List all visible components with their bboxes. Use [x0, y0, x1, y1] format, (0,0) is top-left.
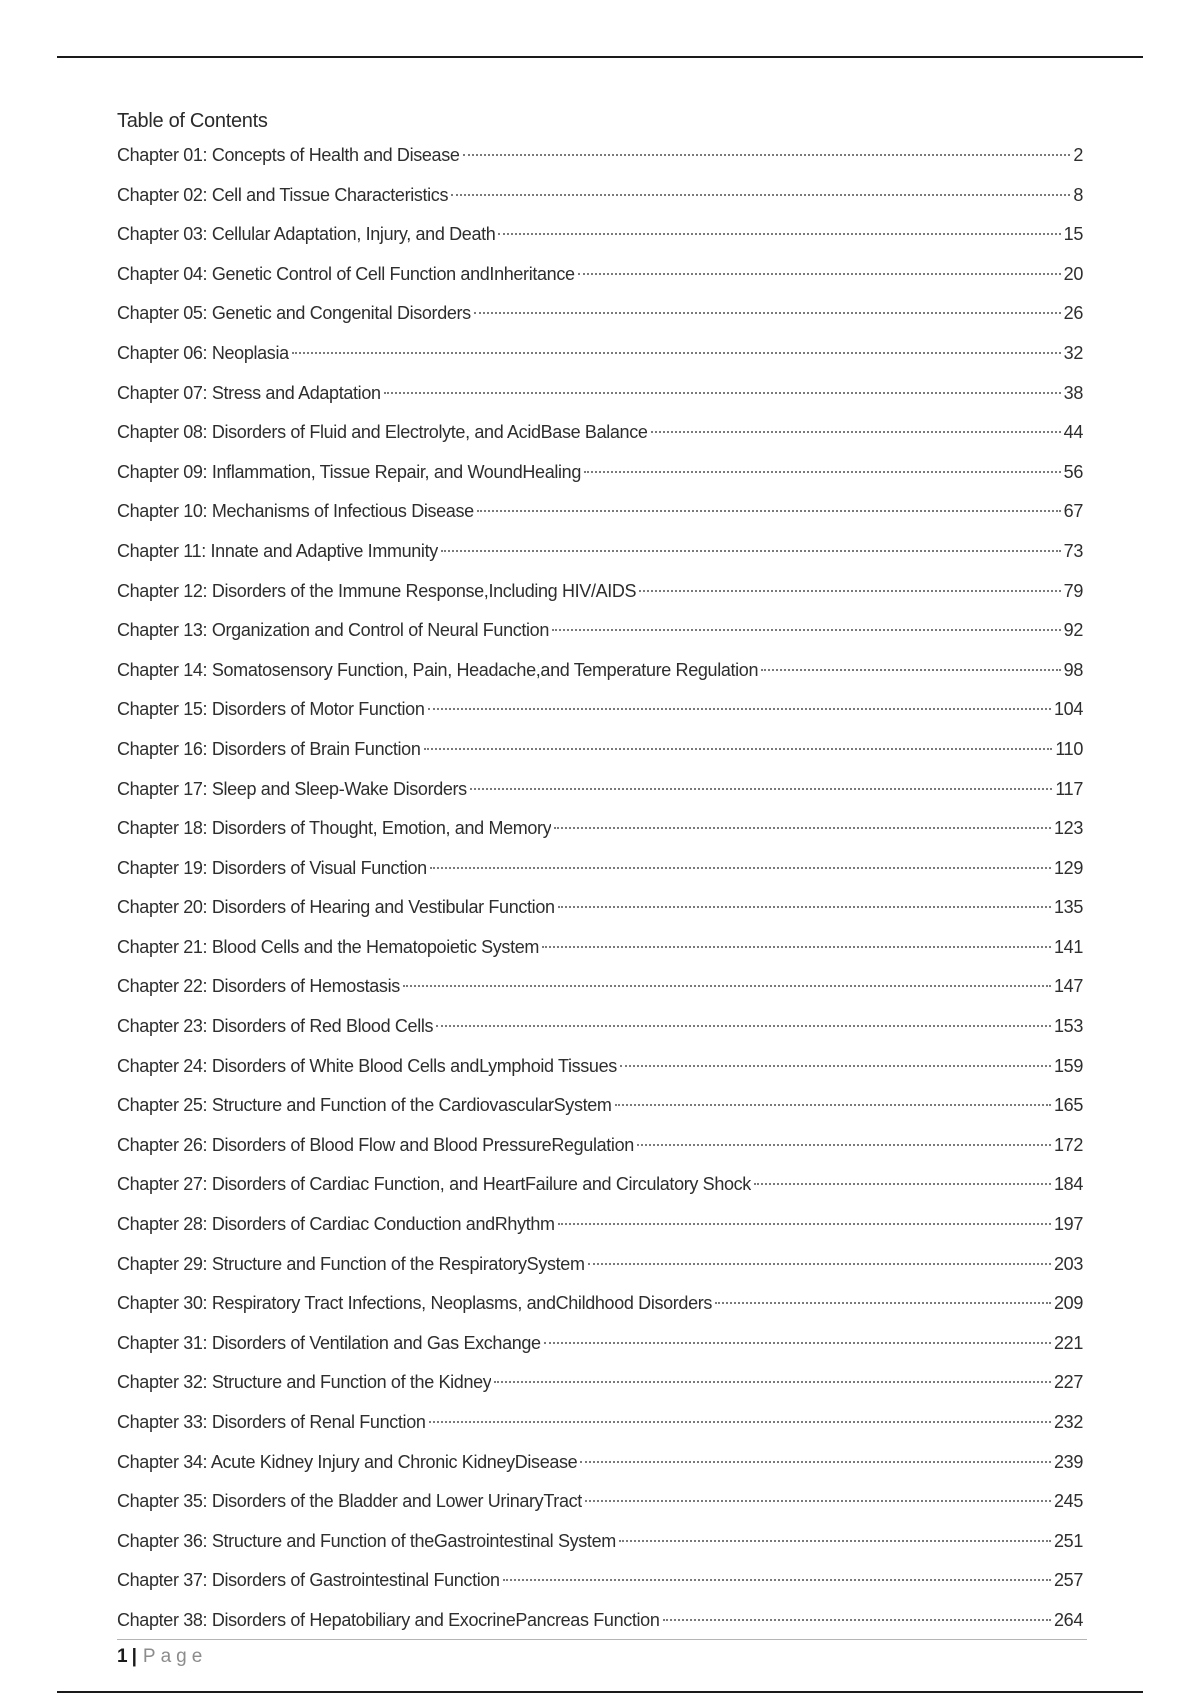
toc-entry[interactable]: [117, 1482, 1083, 1522]
toc-entry-page: 245: [1054, 1491, 1083, 1512]
toc-entry-page: 239: [1054, 1451, 1083, 1472]
toc-entry[interactable]: [117, 1363, 1083, 1403]
toc-entry-page: 38: [1063, 382, 1083, 403]
toc-entry-page: 20: [1063, 263, 1083, 284]
toc-entry[interactable]: [117, 770, 1083, 810]
toc-entry[interactable]: [117, 1245, 1083, 1285]
dot-leader: [651, 431, 1061, 433]
toc-entry-page: 153: [1054, 1016, 1083, 1037]
toc-entry[interactable]: [117, 176, 1083, 216]
toc-entry-title: Chapter 06: Neoplasia: [117, 342, 289, 363]
toc-entry-page: 67: [1063, 501, 1083, 522]
toc-entry-title: Chapter 01: Concepts of Health and Disease: [117, 145, 460, 165]
toc-entry-page: 251: [1054, 1530, 1083, 1551]
toc-entry-title: Chapter 13: Organization and Control of Neural Function: [117, 620, 550, 641]
dot-leader: [619, 1540, 1051, 1542]
footer-rule: [117, 1639, 1087, 1640]
toc-entry[interactable]: [117, 136, 1083, 176]
toc-entry[interactable]: [117, 1086, 1083, 1126]
toc-entry-title: Chapter 28: Disorders of Cardiac Conduction andRhythm: [117, 1214, 555, 1235]
dot-leader: [498, 233, 1060, 235]
toc-entry-title: Chapter 23: Disorders of Red Blood Cells: [117, 1016, 434, 1037]
toc-entry[interactable]: [117, 215, 1083, 255]
dot-leader: [637, 1144, 1051, 1146]
toc-entry-title: Chapter 36: Structure and Function of theGastrointestinal System: [117, 1530, 616, 1551]
toc-entry-title: Chapter 33: Disorders of Renal Function: [117, 1412, 426, 1432]
toc-entry-page: 221: [1054, 1332, 1083, 1353]
toc-entry-title: Chapter 31: Disorders of Ventilation and Gas Exchange: [117, 1332, 541, 1353]
toc-entry[interactable]: [117, 532, 1083, 572]
toc-entry-page: 32: [1063, 342, 1083, 363]
dot-leader: [424, 748, 1053, 750]
toc-entry[interactable]: [117, 690, 1083, 730]
dot-leader: [503, 1579, 1051, 1581]
dot-leader: [384, 392, 1061, 394]
toc-entry-page: 79: [1063, 580, 1083, 601]
toc-entry[interactable]: [117, 1047, 1083, 1087]
toc-entry-title: Chapter 15: Disorders of Motor Function: [117, 699, 425, 720]
dot-leader: [615, 1104, 1051, 1106]
footer-separator: |: [131, 1646, 137, 1667]
toc-entry-page: 123: [1054, 818, 1083, 839]
toc-entry-title: Chapter 26: Disorders of Blood Flow and Blood PressureRegulation: [117, 1134, 634, 1155]
toc-entry-title: Chapter 27: Disorders of Cardiac Function, and HeartFailure and Circulatory Shock: [117, 1174, 751, 1195]
toc-entry-page: 135: [1054, 897, 1083, 918]
dot-leader: [494, 1381, 1051, 1383]
dot-leader: [436, 1025, 1051, 1027]
toc-heading: Table of Contents: [117, 110, 268, 132]
toc-entry-page: 141: [1054, 936, 1083, 957]
toc-entry[interactable]: [117, 334, 1083, 374]
dot-leader: [558, 1223, 1051, 1225]
toc-entry-page: 2: [1073, 145, 1083, 165]
toc-entry[interactable]: [117, 967, 1083, 1007]
toc-entry[interactable]: [117, 1561, 1083, 1601]
toc-entry[interactable]: [117, 1443, 1083, 1483]
toc-entry-title: Chapter 08: Disorders of Fluid and Electrolyte, and AcidBase Balance: [117, 422, 648, 443]
toc-entry-title: Chapter 30: Respiratory Tract Infections, Neoplasms, andChildhood Disorders: [117, 1293, 713, 1314]
toc-entry[interactable]: [117, 651, 1083, 691]
toc-entry[interactable]: [117, 1205, 1083, 1245]
footer-page-number: 1: [117, 1646, 128, 1667]
toc-entry-page: 159: [1054, 1055, 1083, 1076]
toc-entry-title: Chapter 20: Disorders of Hearing and Vestibular Function: [117, 897, 555, 918]
dot-leader: [430, 867, 1051, 869]
toc-entry[interactable]: [117, 255, 1083, 295]
toc-entry-page: 56: [1063, 461, 1083, 482]
dot-leader: [554, 827, 1051, 829]
toc-entry-title: Chapter 32: Structure and Function of the Kidney: [117, 1372, 492, 1393]
toc-entry-title: Chapter 24: Disorders of White Blood Cells andLymphoid Tissues: [117, 1055, 617, 1076]
toc-entry[interactable]: [117, 1403, 1083, 1443]
toc-entry-page: 264: [1054, 1609, 1083, 1630]
toc-entry-title: Chapter 21: Blood Cells and the Hematopoietic System: [117, 936, 540, 957]
toc-entry[interactable]: [117, 1324, 1083, 1364]
toc-entry[interactable]: [117, 1522, 1083, 1562]
toc-entry-page: 73: [1063, 540, 1083, 561]
toc-entry-title: Chapter 29: Structure and Function of the RespiratorySystem: [117, 1253, 585, 1274]
dot-leader: [715, 1302, 1051, 1304]
toc-entry-page: 92: [1063, 620, 1083, 641]
dot-leader: [585, 1500, 1051, 1502]
toc-entry-title: Chapter 11: Innate and Adaptive Immunity: [117, 540, 438, 561]
toc-entry-page: 26: [1063, 303, 1083, 324]
toc-entry-title: Chapter 19: Disorders of Visual Function: [117, 857, 427, 878]
toc-entry-title: Chapter 35: Disorders of the Bladder and Lower UrinaryTract: [117, 1491, 582, 1512]
footer-page-label: Page: [142, 1646, 208, 1667]
toc-entry-page: 257: [1054, 1570, 1083, 1591]
dot-leader: [639, 590, 1060, 592]
dot-leader: [552, 629, 1061, 631]
toc-entry[interactable]: [117, 1007, 1083, 1047]
dot-leader: [584, 471, 1061, 473]
dot-leader: [620, 1065, 1051, 1067]
dot-leader: [441, 550, 1061, 552]
dot-leader: [578, 273, 1061, 275]
toc-entry-page: 172: [1054, 1134, 1083, 1155]
dot-leader: [544, 1342, 1051, 1344]
toc-entry[interactable]: [117, 611, 1083, 651]
header-rule: [57, 56, 1143, 58]
toc-entry-page: 203: [1054, 1253, 1083, 1274]
toc-entry-page: 129: [1054, 857, 1083, 878]
toc-entry-page: 44: [1063, 422, 1083, 443]
toc-entry-page: 15: [1063, 224, 1083, 245]
dot-leader: [588, 1263, 1051, 1265]
dot-leader: [761, 669, 1061, 671]
dot-leader: [474, 312, 1061, 314]
toc-entry-title: Chapter 22: Disorders of Hemostasis: [117, 976, 400, 997]
toc-entry[interactable]: [117, 413, 1083, 453]
toc-entry[interactable]: [117, 1126, 1083, 1166]
toc-entry-title: Chapter 04: Genetic Control of Cell Function andInheritance: [117, 263, 575, 284]
dot-leader: [403, 985, 1051, 987]
toc-entry-title: Chapter 17: Sleep and Sleep-Wake Disorders: [117, 778, 467, 799]
dot-leader: [558, 906, 1051, 908]
toc-entry[interactable]: [117, 1284, 1083, 1324]
toc-entry-title: Chapter 09: Inflammation, Tissue Repair, and WoundHealing: [117, 461, 581, 482]
toc-entry-title: Chapter 05: Genetic and Congenital Disorders: [117, 303, 471, 324]
dot-leader: [292, 352, 1061, 354]
toc-entry-title: Chapter 14: Somatosensory Function, Pain, Headache,and Temperature Regulation: [117, 659, 759, 680]
toc-entry-title: Chapter 12: Disorders of the Immune Response,Including HIV/AIDS: [117, 580, 637, 601]
toc-entry-title: Chapter 38: Disorders of Hepatobiliary and ExocrinePancreas Function: [117, 1609, 660, 1630]
toc-entry[interactable]: [117, 492, 1083, 532]
dot-leader: [580, 1461, 1051, 1463]
toc-entry[interactable]: [117, 809, 1083, 849]
toc-entry-title: Chapter 03: Cellular Adaptation, Injury, and Death: [117, 224, 496, 245]
toc-entry[interactable]: [117, 730, 1083, 770]
toc-entry-title: Chapter 37: Disorders of Gastrointestinal Function: [117, 1570, 500, 1591]
dot-leader: [429, 1421, 1052, 1423]
toc-entry-page: 184: [1054, 1174, 1083, 1195]
dot-leader: [542, 946, 1051, 948]
toc-entry-title: Chapter 18: Disorders of Thought, Emotion, and Memory: [117, 818, 552, 839]
toc-entry[interactable]: [117, 572, 1083, 612]
toc-entry-title: Chapter 02: Cell and Tissue Characteristics: [117, 184, 449, 205]
toc-entry-page: 104: [1054, 699, 1083, 720]
dot-leader: [470, 788, 1053, 790]
toc-entry[interactable]: [117, 888, 1083, 928]
toc-entry-title: Chapter 16: Disorders of Brain Function: [117, 738, 421, 759]
toc-entry[interactable]: [117, 849, 1083, 889]
toc-entry[interactable]: [117, 374, 1083, 414]
toc-entry-page: 165: [1054, 1095, 1083, 1116]
toc-entry-page: 209: [1054, 1293, 1083, 1314]
toc-entry[interactable]: [117, 928, 1083, 968]
toc-entry[interactable]: [117, 453, 1083, 493]
dot-leader: [463, 154, 1071, 156]
toc-entry-page: 227: [1054, 1372, 1083, 1393]
toc-entry-page: 98: [1063, 659, 1083, 680]
dot-leader: [428, 708, 1052, 710]
page-footer: [117, 1644, 207, 1670]
toc-entry-page: 8: [1073, 184, 1083, 205]
toc-entry-page: 117: [1055, 778, 1083, 799]
table-of-contents: [117, 106, 1083, 1641]
dot-leader: [663, 1619, 1052, 1621]
toc-entry-title: Chapter 07: Stress and Adaptation: [117, 382, 381, 403]
toc-list: [117, 136, 1083, 1641]
dot-leader: [754, 1183, 1051, 1185]
toc-entry-page: 147: [1054, 976, 1083, 997]
toc-entry[interactable]: [117, 1165, 1083, 1205]
toc-entry-title: Chapter 34: Acute Kidney Injury and Chronic KidneyDisease: [117, 1451, 578, 1472]
toc-entry-page: 110: [1055, 738, 1083, 759]
toc-entry[interactable]: [117, 294, 1083, 334]
toc-entry[interactable]: [117, 1601, 1083, 1641]
dot-leader: [477, 510, 1061, 512]
dot-leader: [451, 194, 1070, 196]
toc-entry-title: Chapter 25: Structure and Function of the CardiovascularSystem: [117, 1095, 612, 1116]
toc-entry-page: 232: [1054, 1412, 1083, 1432]
toc-entry-page: 197: [1054, 1214, 1083, 1235]
bottom-rule: [57, 1691, 1143, 1693]
toc-entry-title: Chapter 10: Mechanisms of Infectious Disease: [117, 501, 474, 522]
